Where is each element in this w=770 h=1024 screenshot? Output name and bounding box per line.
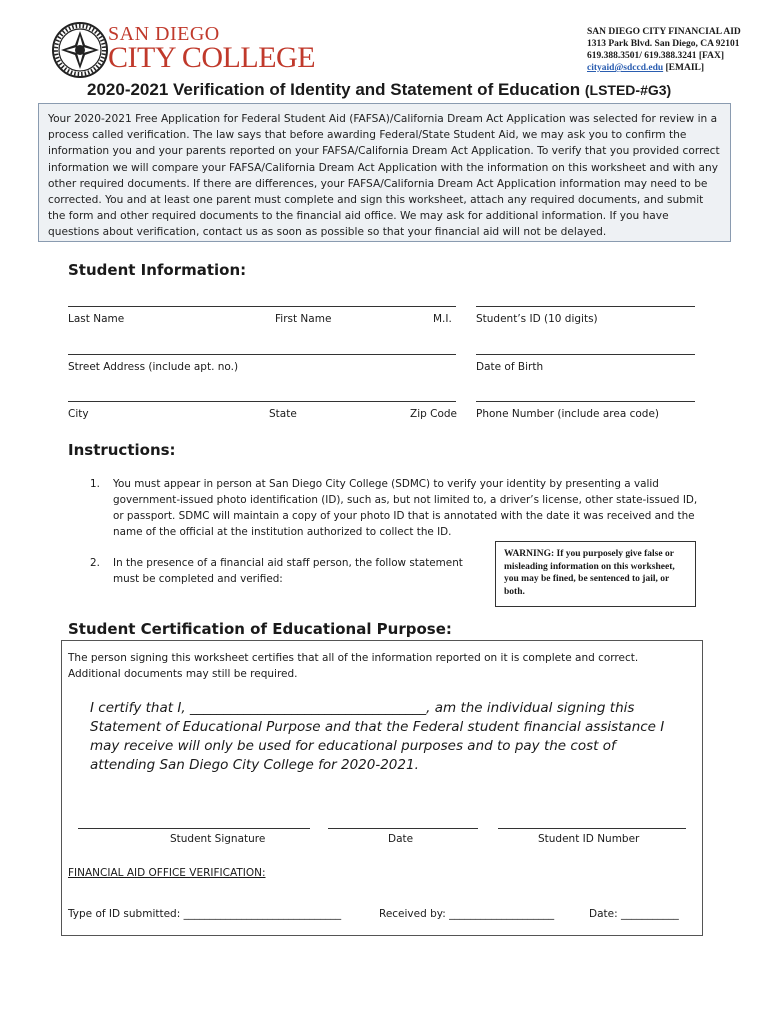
office-address: 1313 Park Blvd. San Diego, CA 92101 (587, 39, 740, 49)
phone-label: Phone Number (include area code) (476, 408, 660, 420)
dob-label: Date of Birth (476, 361, 544, 373)
title-code: (LSTED-#G3) (584, 82, 672, 98)
certification-intro: The person signing this worksheet certifies that all of the information reported on it is complete and correct. Additional documents may still be required. (68, 652, 639, 680)
student-info-heading: Student Information: (68, 261, 247, 279)
office-email-suffix: [EMAIL] (663, 63, 705, 73)
street-line[interactable] (68, 354, 456, 355)
college-logo (108, 24, 315, 72)
last-name-label: Last Name (68, 313, 125, 325)
instructions-heading: Instructions: (68, 441, 176, 459)
warning-text: WARNING: If you purposely give false or misleading information on this worksheet, you may be fined, be sentenced to jail, or both. (504, 549, 675, 597)
mi-label: M.I. (433, 313, 452, 325)
logo-line-1: SAN DIEGO (108, 23, 220, 45)
type-of-id-field[interactable]: Type of ID submitted: ______________________________ (68, 908, 342, 920)
instruction-1-text: You must appear in person at San Diego City College (SDMC) to verify your identity by presenting a valid government-issued photo identification (ID), such as, but not limited to, a driver’s license, other state-issued ID, or passport. SDMC will maintain a copy of your photo ID that is annotated with the date it was received and the name of the official at the institution authorized to collect the ID. (113, 478, 698, 538)
college-seal-icon (52, 22, 108, 78)
city-line[interactable] (68, 401, 456, 402)
signature-label: Student Signature (170, 833, 266, 845)
statement-rest: , am the individual signing this Statement of Educational Purpose and that the Federal student financial assistance I may receive will only be used for educational purposes and to pay the cost of attending San Diego City College for 2020-2021. (90, 700, 665, 773)
street-label: Street Address (include apt. no.) (68, 361, 239, 373)
intro-box (38, 103, 731, 242)
certification-box (61, 640, 703, 936)
office-verification-heading: FINANCIAL AID OFFICE VERIFICATION: (68, 867, 266, 879)
warning-box (495, 541, 696, 607)
received-by-field[interactable]: Received by: ____________________ (379, 908, 555, 920)
office-email-link[interactable]: cityaid@sdccd.edu (587, 63, 664, 73)
office-name: SAN DIEGO CITY FINANCIAL AID (587, 27, 741, 37)
statement-prefix: I certify that I, (90, 700, 190, 716)
state-label: State (269, 408, 297, 420)
dob-line[interactable] (476, 354, 695, 355)
zip-label: Zip Code (410, 408, 457, 420)
id-number-label: Student ID Number (538, 833, 640, 845)
city-label: City (68, 408, 89, 420)
date-line[interactable] (328, 828, 478, 829)
instruction-2-number: 2. (90, 557, 100, 569)
name-line[interactable] (68, 306, 456, 307)
intro-text: Your 2020-2021 Free Application for Federal Student Aid (FAFSA)/California Dream Act Application was selected for review in a process called verification. The law says that before awarding Federal/State Student Aid, we may ask you to confirm the information you and your parents reported on your FAFSA/California Dream Act Application. To verify that you provided correct information we will compare your FAFSA/California Dream Act Application with the information on this worksheet and with any other required documents. If there are differences, your FAFSA/California Dream Act Application information may need to be corrected. You and at least one parent must complete and sign this worksheet, attach any required documents, and submit the form and other required documents to the financial aid office. We may ask for additional information. If you have questions about verification, contact us as soon as possible so that your financial aid will not be delayed. (48, 113, 720, 239)
student-id-line[interactable] (476, 306, 695, 307)
student-id-label: Student’s ID (10 digits) (476, 313, 598, 325)
instruction-1-number: 1. (90, 478, 100, 490)
id-number-line[interactable] (498, 828, 686, 829)
date-label: Date (388, 833, 414, 845)
page-title (87, 80, 671, 100)
name-blank[interactable]: ___________________________________ (189, 700, 427, 716)
certification-heading: Student Certification of Educational Purpose: (68, 620, 452, 638)
office-date-field[interactable]: Date: ___________ (589, 908, 679, 920)
title-main: 2020-2021 Verification of Identity and Statement of Education (87, 80, 581, 99)
office-phone: 619.388.3501/ 619.388.3241 [FAX] (587, 51, 725, 61)
signature-line[interactable] (78, 828, 310, 829)
instruction-2-text: In the presence of a financial aid staff person, the follow statement must be completed and verified: (113, 557, 463, 585)
first-name-label: First Name (275, 313, 332, 325)
certification-statement (90, 699, 665, 775)
phone-line[interactable] (476, 401, 695, 402)
office-contact (587, 26, 741, 74)
logo-line-2: CITY COLLEGE (108, 41, 316, 74)
